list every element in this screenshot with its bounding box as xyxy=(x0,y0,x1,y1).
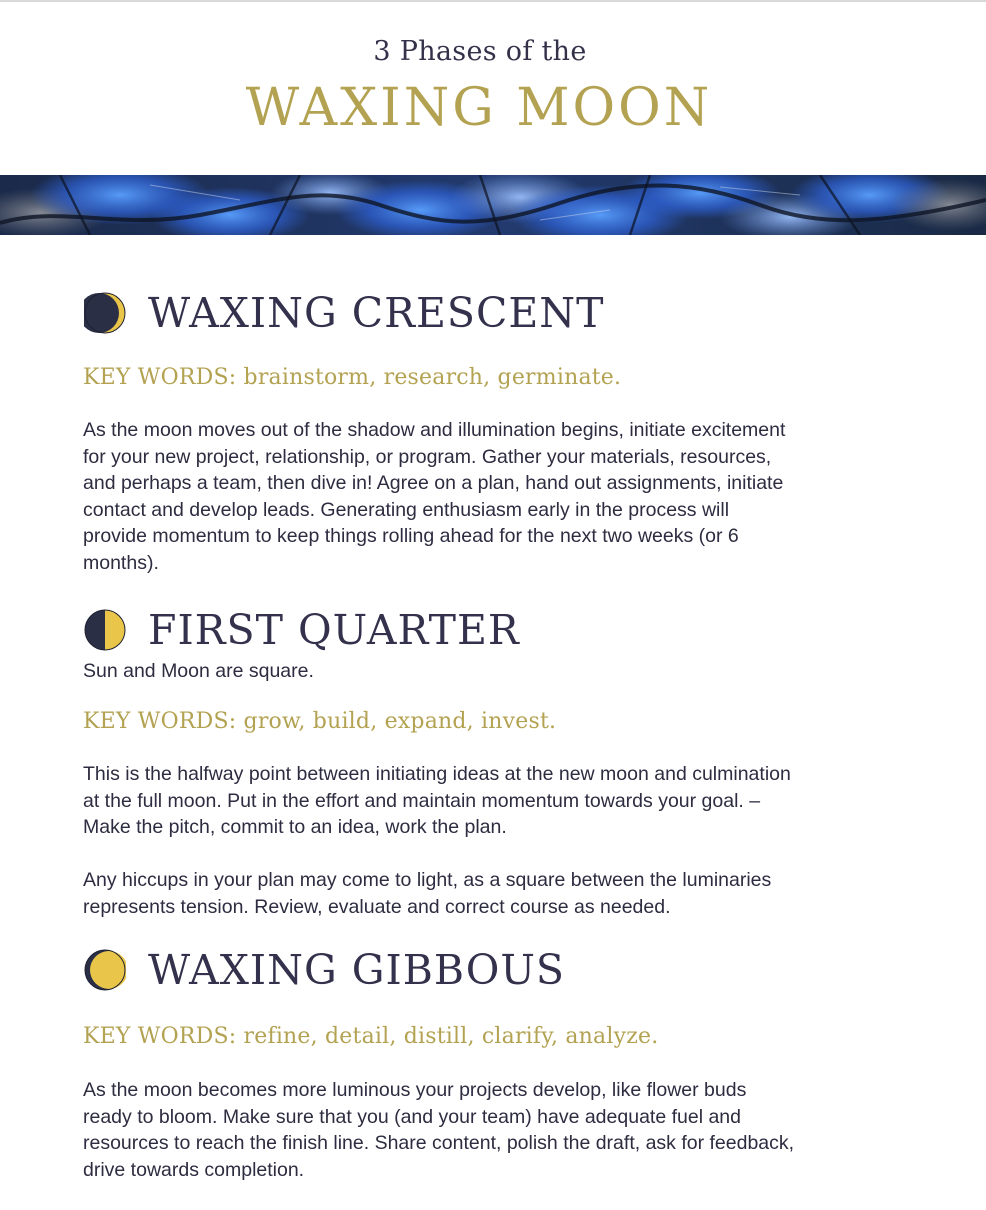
phase-title: FIRST QUARTER xyxy=(148,606,520,654)
header-subtitle: 3 Phases of the xyxy=(373,36,587,67)
phase-title: WAXING GIBBOUS xyxy=(148,946,565,994)
top-divider xyxy=(0,0,986,2)
phase-description: This is the halfway point between initiating ideas at the new moon and culmination at the full moon. Put in the effort and maintain momentum towards your goal. – Make the pitch, commit to an idea, work the plan. xyxy=(83,763,791,838)
phase-description: As the moon becomes more luminous your projects develop, like flower buds ready to bloom. Make sure that you (and your team) have adequate fuel and resources to reach the finish line. Share content, polish the draft, ask for feedback, drive towards completion. xyxy=(83,1079,795,1181)
page-title: WAXING MOON xyxy=(245,78,713,138)
phase-heading-first-quarter xyxy=(84,605,520,655)
first-quarter-moon-icon xyxy=(84,609,126,651)
phase-keywords: KEY WORDS: brainstorm, research, germinate. xyxy=(83,365,622,390)
waxing-crescent-moon-icon xyxy=(84,292,126,334)
phase-heading-waxing-gibbous xyxy=(84,945,565,995)
labradorite-stone-image xyxy=(0,175,986,235)
phase-title: WAXING CRESCENT xyxy=(148,289,605,337)
phase-description: As the moon moves out of the shadow and illumination begins, initiate excitement for your new project, relationship, or program. Gather your materials, resources, and perhaps a team, then dive in! Agree on a plan, hand out assignments, initiate contact and develop leads. Generating enthusiasm early in the process will provide momentum to keep things rolling ahead for the next two weeks (or 6 months). xyxy=(83,419,786,574)
phase-note: Sun and Moon are square. xyxy=(83,660,314,682)
phase-keywords: KEY WORDS: refine, detail, distill, clarify, analyze. xyxy=(83,1024,659,1049)
phase-keywords: KEY WORDS: grow, build, expand, invest. xyxy=(83,709,557,734)
phase-heading-waxing-crescent xyxy=(84,288,605,338)
phase-description-continued: Any hiccups in your plan may come to light, as a square between the luminaries represents tension. Review, evaluate and correct course as needed. xyxy=(83,869,772,918)
waxing-gibbous-moon-icon xyxy=(84,949,126,991)
